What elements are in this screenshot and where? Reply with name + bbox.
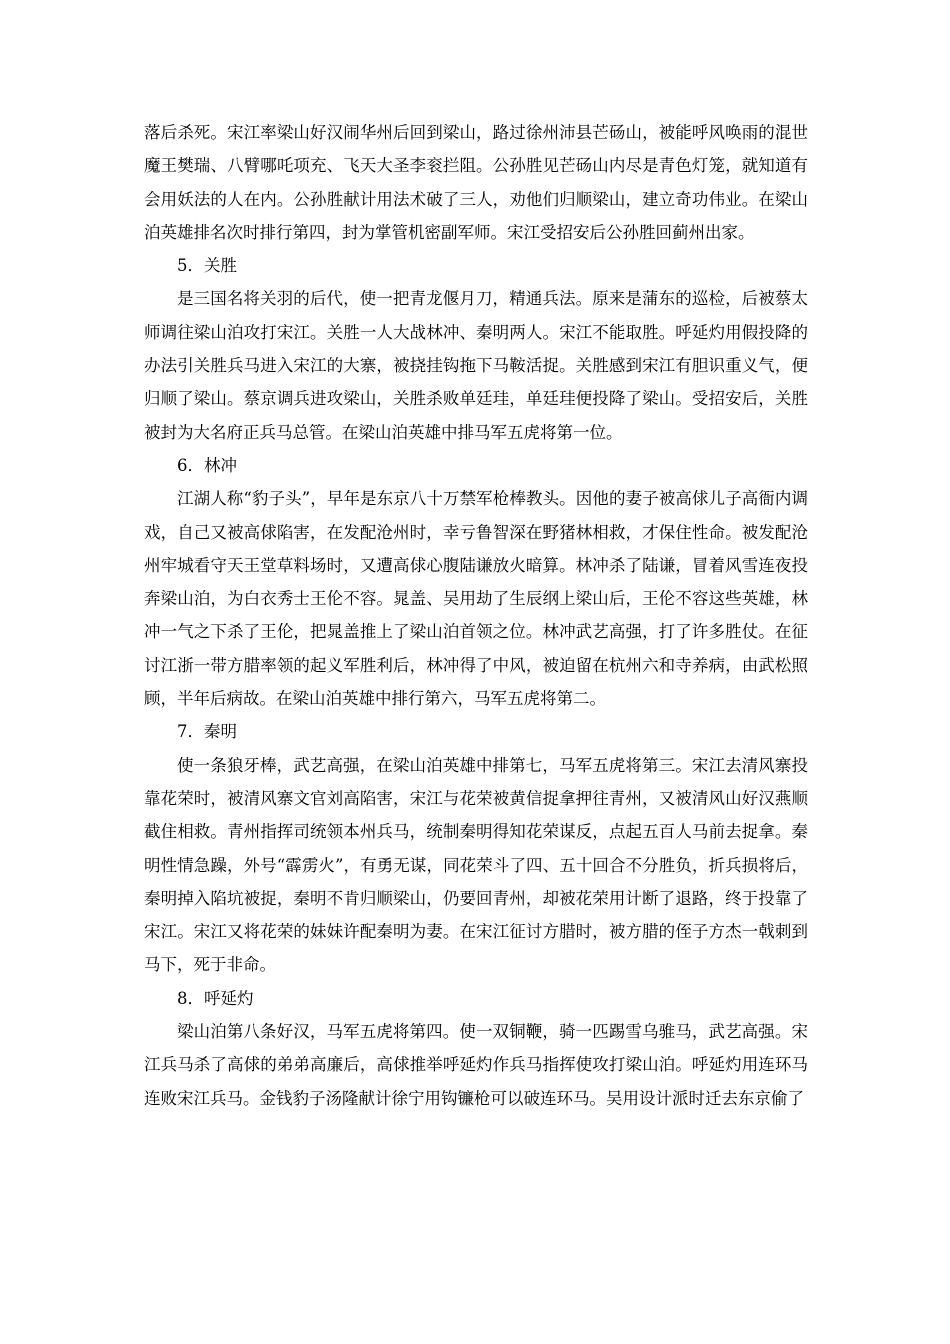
section-body-qinming: 使一条狼牙棒，武艺高强，在梁山泊英雄中排第七，马军五虎将第三。宋江去清风寨投靠花荣时，被清风寨文官刘高陷害，宋江与花荣被黄信捉拿押往青州，又被清风山好汉燕顺截住相救。青州指挥司统领本州兵马，统制秦明得知花荣谋反，点起五百人马前去捉拿。秦明性情急躁，外号“霹雳火”，有勇无谋，同花荣斗了四、五十回合不分胜负，折兵损将后，秦明掉入陷坑被捉，秦明不肯归顺梁山，仍要回青州，却被花荣用计断了退路，终于投靠了宋江。宋江又将花荣的妹妹许配秦明为妻。在宋江征讨方腊时，被方腊的侄子方杰一戟刺到马下，死于非命。 xyxy=(144,755,808,975)
section-body-linchong: 江湖人称“豹子头”，早年是东京八十万禁军枪棒教头。因他的妻子被高俅儿子高衙内调戏，自己又被高俅陷害，在发配沧州时，幸亏鲁智深在野猪林相救，才保住性命。被发配沧州牢城看守天王堂草料场时，又遭高俅心腹陆谦放火暗算。林冲杀了陆谦，冒着风雪连夜投奔梁山泊，为白衣秀士王伦不容。晁盖、吴用劫了生辰纲上梁山后，王伦不容这些英雄，林冲一气之下杀了王伦，把晁盖推上了梁山泊首领之位。林冲武艺高强，打了许多胜仗。在征讨江浙一带方腊率领的起义军胜利后，林冲得了中风，被迫留在杭州六和寺养病，由武松照顾，半年后病故。在梁山泊英雄中排行第六，马军五虎将第二。 xyxy=(144,489,808,709)
section-heading-qinming: 7．秦明 xyxy=(177,722,237,742)
section-body-gongsunsheng: 落后杀死。宋江率梁山好汉闹华州后回到梁山，路过徐州沛县芒砀山，被能呼风唤雨的混世魔王樊瑞、八臂哪吒项充、飞天大圣李衮拦阻。公孙胜见芒砀山内尽是青色灯笼，就知道有会用妖法的人在内。公孙胜献计用法术破了三人，劝他们归顺梁山，建立奇功伟业。在梁山泊英雄排名次时排行第四，封为掌管机密副军师。宋江受招安后公孙胜回蓟州出家。 xyxy=(144,123,808,242)
section-body-huyanzhuo: 梁山泊第八条好汉，马军五虎将第四。使一双铜鞭，骑一匹踢雪乌骓马，武艺高强。宋江兵马杀了高俅的弟弟高廉后，高俅推举呼延灼作兵马指挥使攻打梁山泊。呼延灼用连环马连败宋江兵马。金钱豹子汤隆献计徐宁用钩镰枪可以破连环马。吴用设计派时迁去东京偷了 xyxy=(144,1022,808,1108)
section-heading-linchong: 6．林冲 xyxy=(177,455,237,475)
section-body-guansheng: 是三国名将关羽的后代，使一把青龙偃月刀，精通兵法。原来是蒲东的巡检，后被蔡太师调往梁山泊攻打宋江。关胜一人大战林冲、秦明两人。宋江不能取胜。呼延灼用假投降的办法引关胜兵马进入宋江的大寨，被挠挂钩拖下马鞍活捉。关胜感到宋江有胆识重义气，便归顺了梁山。蔡京调兵进攻梁山，关胜杀败单廷珪，单廷珪便投降了梁山。受招安后，关胜被封为大名府正兵马总管。在梁山泊英雄中排马军五虎将第一位。 xyxy=(144,289,808,442)
section-heading-guansheng: 5．关胜 xyxy=(177,256,237,276)
document-page xyxy=(144,116,808,1115)
section-heading-huyanzhuo: 8．呼延灼 xyxy=(177,988,254,1008)
